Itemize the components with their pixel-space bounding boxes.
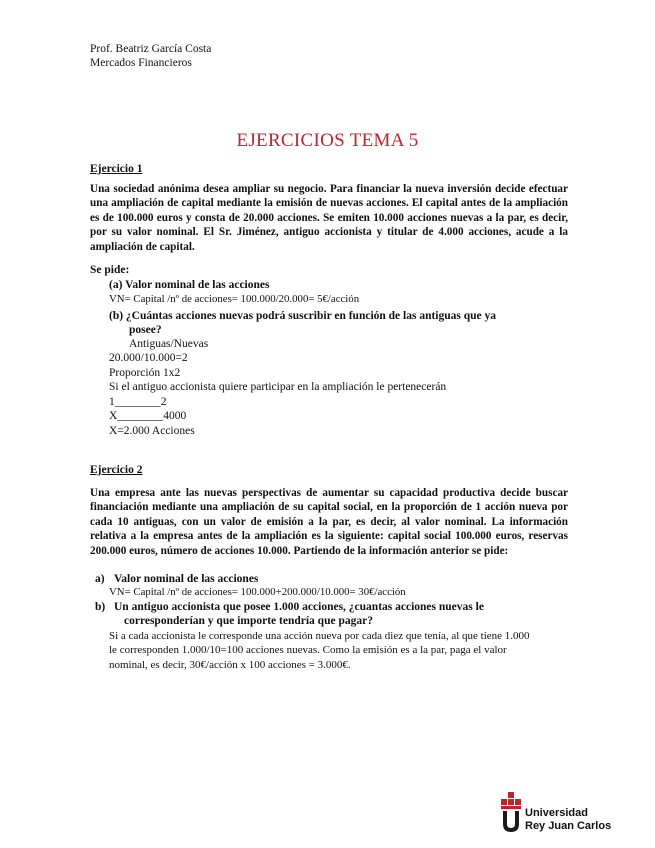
exercise-1-answer-line: X________4000	[109, 410, 187, 422]
exercise-1-question-b-line1: (b) ¿Cuántas acciones nuevas podrá suscribir en función de las antiguas que ya	[109, 310, 497, 322]
exercise-1-answer-line: 20.000/10.000=2	[109, 352, 188, 364]
course-name: Mercados Financieros	[90, 57, 192, 69]
exercise-1-answer-a: VN= Capital /nº de acciones= 100.000/20.000= 5€/acción	[109, 293, 360, 305]
exercise-1-statement: Una sociedad anónima desea ampliar su negocio. Para financiar la nueva inversión decide efectuar una ampliación de capital mediante la emisión de nuevas acciones. El capital antes de la ampliación es de 100.000 euros y consta de 20.000 acciones. Se emiten 10.000 acciones nuevas a la par, es decir, por su valor nominal. El Sr. Jiménez, antiguo accionista y titular de 4.000 acciones, acude a la ampliación de capital.	[90, 183, 568, 253]
exercise-1-answer-line: Si el antiguo accionista quiere participar en la ampliación le pertenecerán	[109, 381, 447, 393]
exercise-1-question-b-line2: posee?	[129, 324, 162, 336]
exercise-2-answer-a: VN= Capital /nº de acciones= 100.000+200.000/10.000= 30€/acción	[109, 586, 406, 598]
logo-line-2: Rey Juan Carlos	[525, 820, 612, 832]
exercise-2-statement: Una empresa ante las nuevas perspectivas de aumentar su capacidad productiva decide buscar financiación mediante una ampliación de su capital social, en la proporción de 1 acción nueva por cada 10 antiguas, con un valor de emisión a la par, es decir, al valor nominal. La información relativa a la empresa antes de la ampliación es la siguiente: capital social 100.000 euros, reservas 200.000 euros, número de acciones 10.000. Partiendo de la información anterior se pide:	[90, 487, 568, 557]
page-title: EJERCICIOS TEMA 5	[236, 130, 419, 151]
exercise-1-question-a: (a) Valor nominal de las acciones	[109, 279, 270, 291]
exercise-1-answer-line: Proporción 1x2	[109, 367, 181, 379]
author-name: Prof. Beatriz García Costa	[90, 43, 212, 55]
university-logo	[498, 790, 618, 836]
exercise-2-answer-b-line2: le corresponden 1.000/10=100 acciones nuevas. Como la emisión es a la par, paga el valor	[109, 644, 507, 656]
exercise-1-se-pide: Se pide:	[90, 264, 130, 276]
exercise-2-heading: Ejercicio 2	[90, 464, 143, 476]
crown-emblem-icon	[498, 790, 526, 836]
exercise-2-answer-b-line1: Si a cada accionista le corresponde una acción nueva por cada diez que tenía, al que tiene 1.000	[109, 630, 530, 642]
exercise-2-question-a: Valor nominal de las acciones	[114, 573, 259, 585]
exercise-1-heading: Ejercicio 1	[90, 163, 143, 175]
logo-line-1: Universidad	[525, 807, 588, 819]
exercise-1-answer-line: 1________2	[109, 396, 167, 408]
exercise-1-answer-line: X=2.000 Acciones	[109, 425, 195, 437]
exercise-2-question-b-line1: Un antiguo accionista que posee 1.000 acciones, ¿cuantas acciones nuevas le	[114, 601, 484, 613]
exercise-2-question-b-line2: corresponderían y que importe tendría que pagar?	[124, 615, 373, 627]
exercise-2-label-a: a)	[95, 573, 105, 585]
exercise-1-answer-line: Antiguas/Nuevas	[129, 338, 209, 350]
exercise-2-label-b: b)	[95, 601, 106, 613]
exercise-2-answer-b-line3: nominal, es decir, 30€/acción x 100 acciones = 3.000€.	[109, 659, 351, 671]
